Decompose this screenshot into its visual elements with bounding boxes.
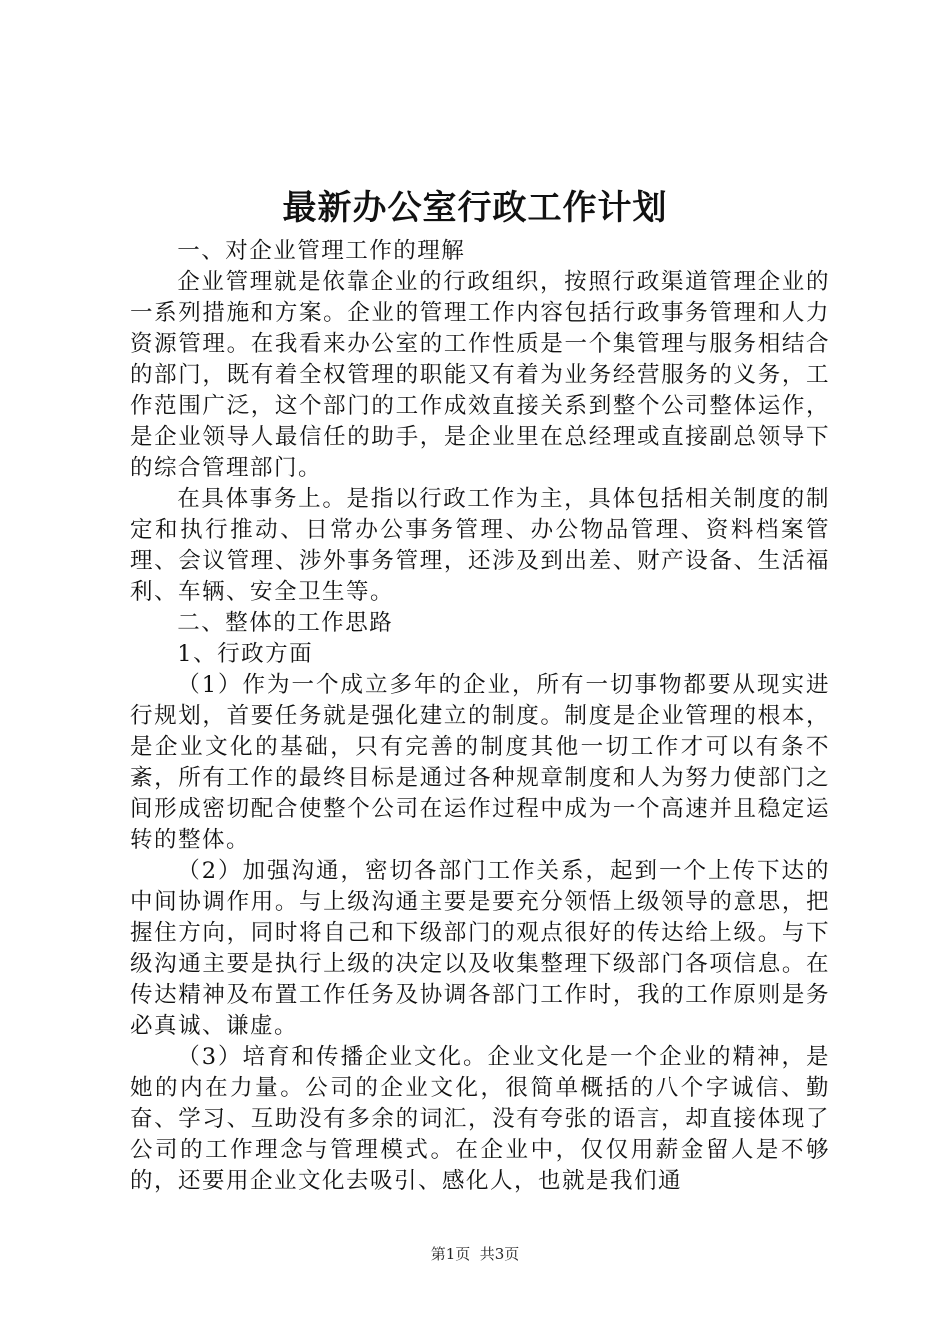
paragraph-1: 企业管理就是依靠企业的行政组织，按照行政渠道管理企业的一系列措施和方案。企业的管理工作内容包括行政事务管理和人力资源管理。在我看来办公室的工作性质是一个集管理与服务相结合的部门，既有着全权管理的职能又有着为业务经营服务的义务，工作范围广泛，这个部门的工作成效直接关系到整个公司整体运作，是企业领导人最信任的助手，是企业里在总经理或直接副总领导下的综合管理部门。 bbox=[130, 269, 830, 481]
page-footer bbox=[0, 1244, 950, 1264]
section-heading-2: 二、整体的工作思路 bbox=[177, 610, 394, 636]
page-number: 第1页 共3页 bbox=[430, 1245, 520, 1263]
paragraph-2: 在具体事务上。是指以行政工作为主，具体包括相关制度的制定和执行推动、日常办公事务管理、办公物品管理、资料档案管理、会议管理、涉外事务管理，还涉及到出差、财产设备、生活福利、车辆、安全卫生等。 bbox=[130, 486, 830, 605]
document-body bbox=[130, 236, 830, 1197]
section-heading-1: 一、对企业管理工作的理解 bbox=[177, 238, 466, 264]
paragraph-4: （2）加强沟通，密切各部门工作关系，起到一个上传下达的中间协调作用。与上级沟通主要是要充分领悟上级领导的意思，把握住方向，同时将自己和下级部门的观点很好的传达给上级。与下级沟通主要是执行上级的决定以及收集整理下级部门各项信息。在传达精神及布置工作任务及协调各部门工作时，我的工作原则是务必真诚、谦虚。 bbox=[130, 858, 830, 1039]
paragraph-5: （3）培育和传播企业文化。企业文化是一个企业的精神，是她的内在力量。公司的企业文化，很简单概括的八个字诚信、勤奋、学习、互助没有多余的词汇，没有夸张的语言，却直接体现了公司的工作理念与管理模式。在企业中，仅仅用薪金留人是不够的，还要用企业文化去吸引、感化人，也就是我们通 bbox=[130, 1044, 830, 1194]
paragraph-3: （1）作为一个成立多年的企业，所有一切事物都要从现实进行规划，首要任务就是强化建立的制度。制度是企业管理的根本，是企业文化的基础，只有完善的制度其他一切工作才可以有条不紊，所有工作的最终目标是通过各种规章制度和人为努力使部门之间形成密切配合使整个公司在运作过程中成为一个高速并且稳定运转的整体。 bbox=[130, 672, 830, 853]
subsection-heading-1: 1、行政方面 bbox=[177, 641, 314, 667]
document-title: 最新办公室行政工作计划 bbox=[282, 188, 668, 228]
